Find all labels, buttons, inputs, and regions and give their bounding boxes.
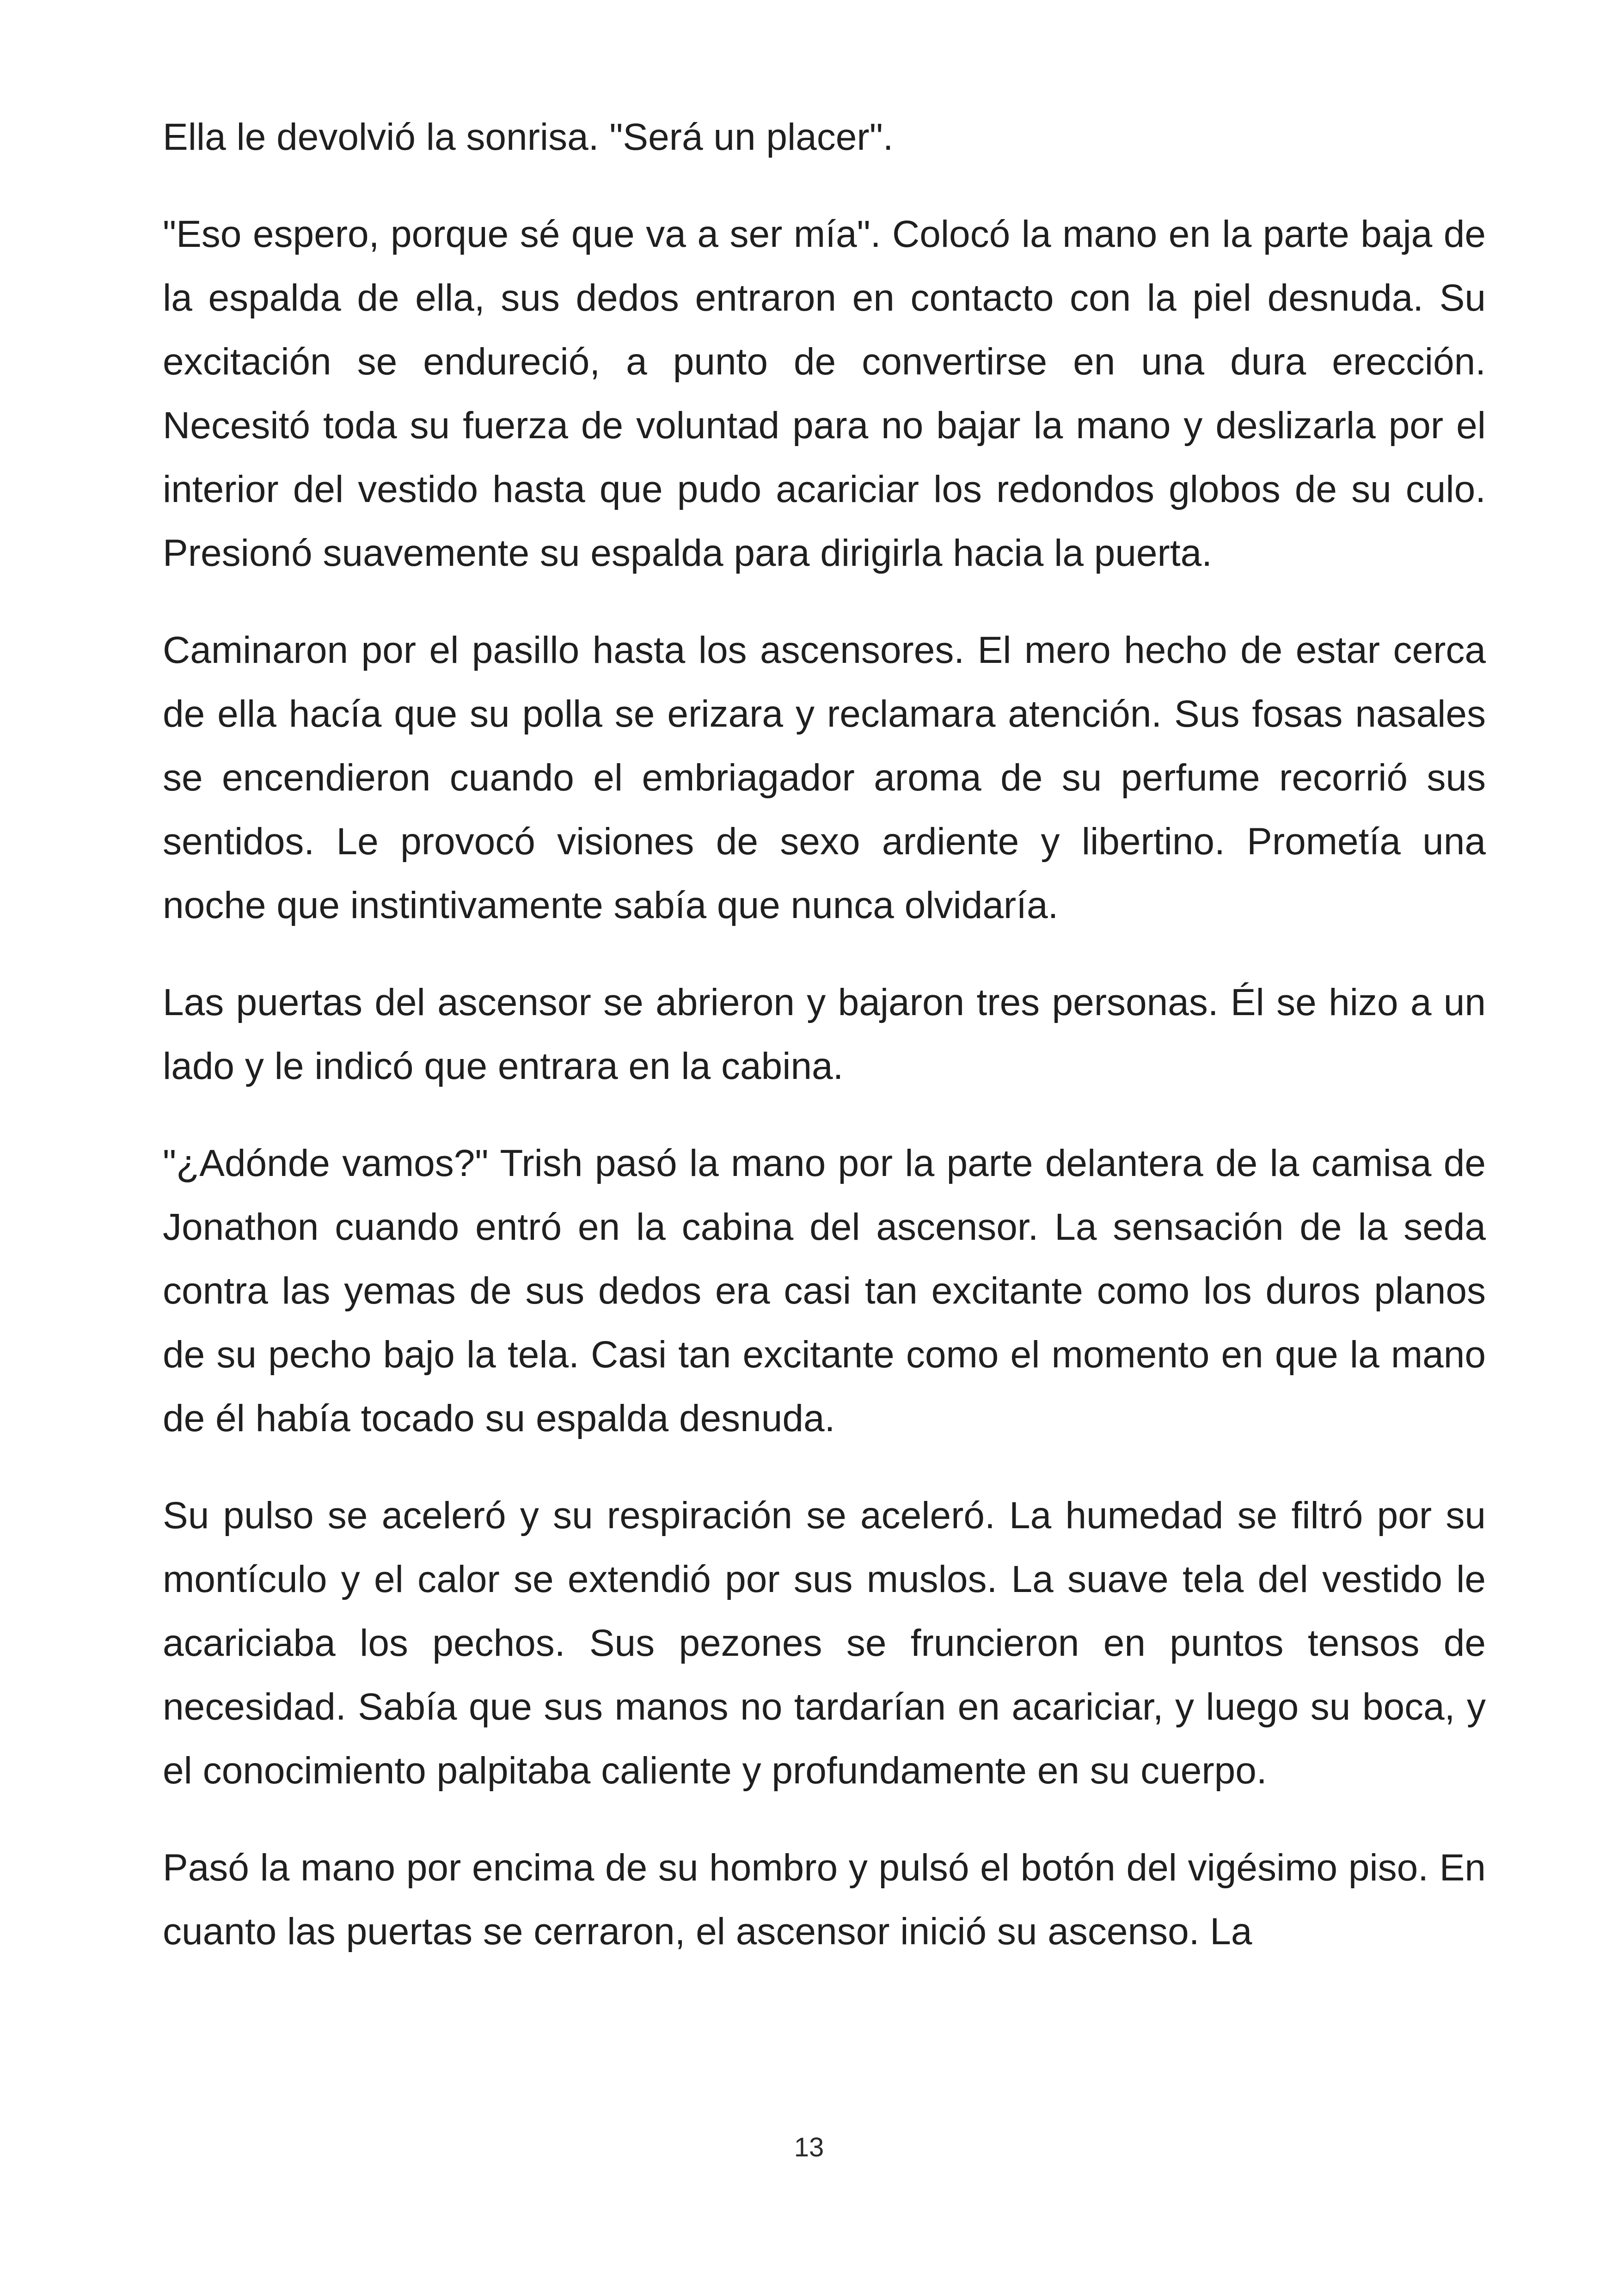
paragraph: "Eso espero, porque sé que va a ser mía". Colocó la mano en la parte baja de la espalda de ella, sus dedos entraron en contacto con la piel desnuda. Su excitación se endureció, a punto de convertirse en una dura erección. Necesitó toda su fuerza de voluntad para no bajar la mano y deslizarla por el interior del vestido hasta que pudo acariciar los redondos globos de su culo. Presionó suavemente su espalda para dirigirla hacia la puerta.: [163, 213, 1486, 574]
paragraph: Caminaron por el pasillo hasta los ascensores. El mero hecho de estar cerca de ella hacía que su polla se erizara y reclamara atención. Sus fosas nasales se encendieron cuando el embriagador aroma de su perfume recorrió sus sentidos. Le provocó visiones de sexo ardiente y libertino. Prometía una noche que instintivamente sabía que nunca olvidaría.: [163, 629, 1486, 926]
paragraph: "¿Adónde vamos?" Trish pasó la mano por la parte delantera de la camisa de Jonathon cuando entró en la cabina del ascensor. La sensación de la seda contra las yemas de sus dedos era casi tan excitante como los duros planos de su pecho bajo la tela. Casi tan excitante como el momento en que la mano de él había tocado su espalda desnuda.: [163, 1142, 1486, 1439]
paragraph: Pasó la mano por encima de su hombro y pulsó el botón del vigésimo piso. En cuanto las puertas se cerraron, el ascensor inició su ascenso. La: [163, 1847, 1486, 1953]
paragraph: Ella le devolvió la sonrisa. "Será un placer".: [163, 116, 894, 158]
paragraph: Su pulso se aceleró y su respiración se aceleró. La humedad se filtró por su montículo y el calor se extendió por sus muslos. La suave tela del vestido le acariciaba los pechos. Sus pezones se fruncieron en puntos tensos de necesidad. Sabía que sus manos no tardarían en acariciar, y luego su boca, y el conocimiento palpitaba caliente y profundamente en su cuerpo.: [163, 1494, 1486, 1792]
page-number: 13: [794, 2132, 824, 2162]
body-text: [163, 105, 1486, 1997]
paragraph: Las puertas del ascensor se abrieron y bajaron tres personas. Él se hizo a un lado y le indicó que entrara en la cabina.: [163, 981, 1486, 1087]
